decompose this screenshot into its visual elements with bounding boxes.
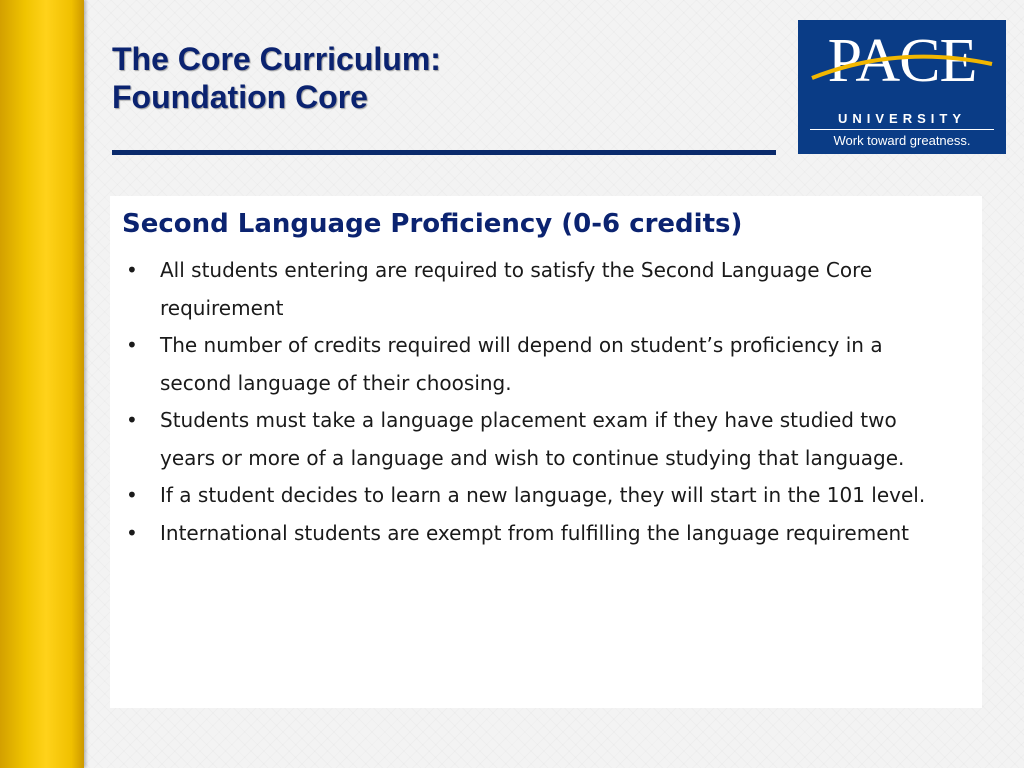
logo-tagline: Work toward greatness. — [833, 133, 971, 148]
bullet-list — [120, 252, 952, 552]
logo-divider — [810, 129, 994, 130]
slide-title — [112, 40, 441, 116]
slide-title-line-2: Foundation Core — [112, 79, 368, 115]
pace-university-logo — [798, 20, 1006, 154]
bullet-item: • All students entering are required to satisfy the Second Language Core requirement — [120, 252, 952, 327]
left-accent-band — [0, 0, 84, 768]
logo-swoosh-graphic — [808, 48, 996, 88]
section-heading: Second Language Proficiency (0-6 credits) — [122, 209, 743, 239]
title-underline-rule — [112, 150, 776, 155]
bullet-item: • If a student decides to learn a new language, they will start in the 101 level. — [120, 477, 952, 515]
slide-title-line-1: The Core Curriculum: — [112, 41, 441, 77]
content-panel — [110, 196, 982, 708]
bullet-item: • Students must take a language placement exam if they have studied two years or more of a language and wish to continue studying that language. — [120, 402, 952, 477]
bullet-item: • The number of credits required will depend on student’s proficiency in a second language of their choosing. — [120, 327, 952, 402]
bullet-item: • International students are exempt from fulfilling the language requirement — [120, 515, 952, 553]
logo-wordmark: PACE — [827, 27, 977, 95]
logo-university-text: UNIVERSITY — [837, 111, 966, 126]
